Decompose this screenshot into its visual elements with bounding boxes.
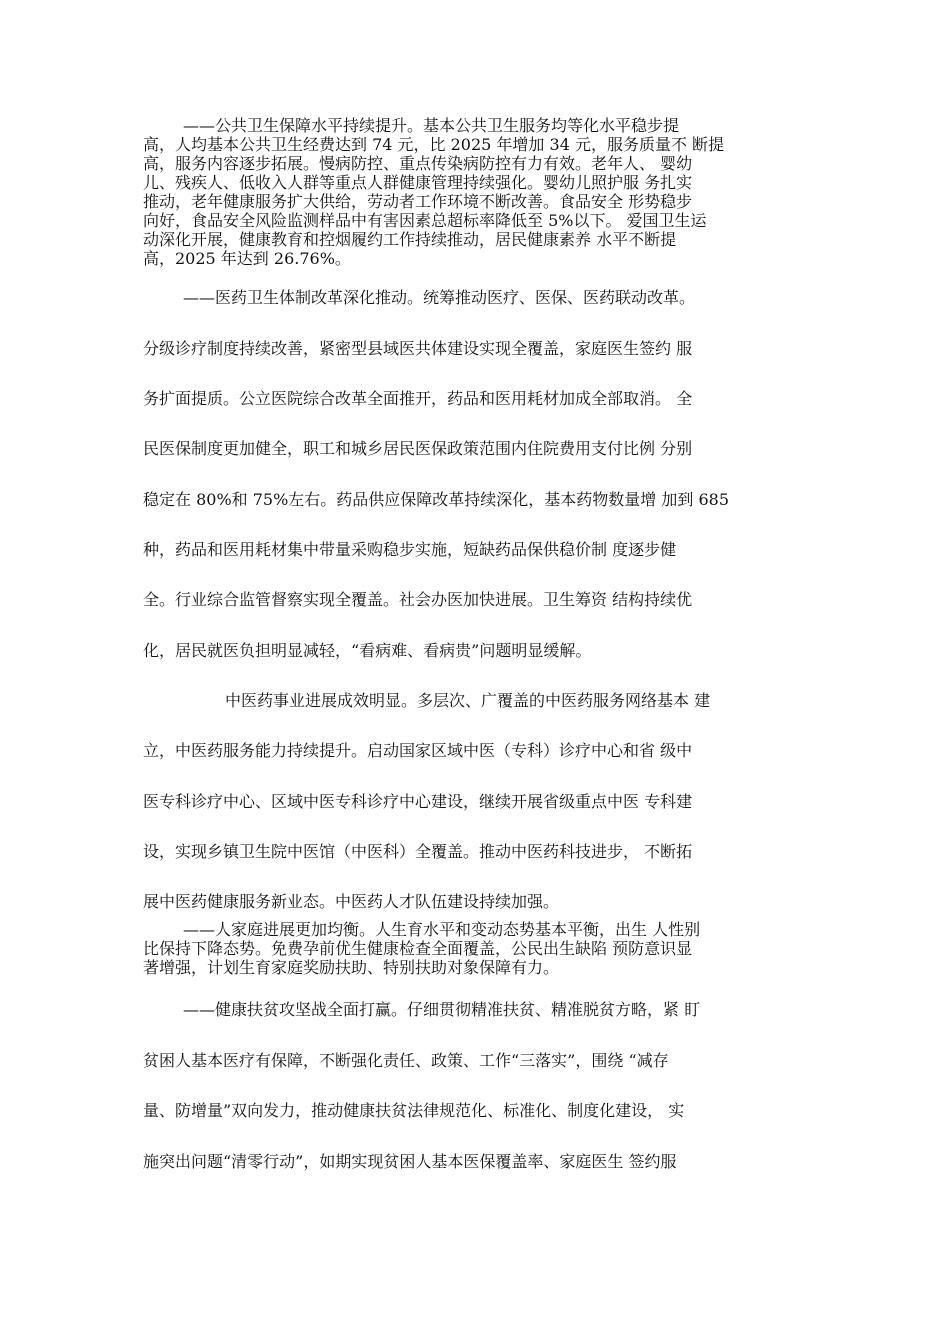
paragraph-line: ——健康扶贫攻坚战全面打赢。仔细贯彻精准扶贫、精准脱贫方略，紧 盯 [183, 1000, 701, 1019]
paragraph-line: 分级诊疗制度持续改善，紧密型县域医共体建设实现全覆盖，家庭医生签约 服 [143, 339, 693, 358]
paragraph-line: 著增强，计划生育家庭奖励扶助、特别扶助对象保障有力。 [143, 959, 560, 977]
paragraph-line: 高，人均基本公共卫生经费达到 74 元，比 2025 年增加 34 元，服务质量不 断提 [143, 136, 725, 154]
paragraph-line: 立，中医药服务能力持续提升。启动国家区域中医（专科）诊疗中心和省 级中 [143, 741, 693, 760]
paragraph-line: 中医药事业进展成效明显。多层次、广覆盖的中医药服务网络基本 建 [225, 691, 711, 710]
paragraph-line: 种，药品和医用耗材集中带量采购稳步实施，短缺药品保供稳价制 度逐步健 [143, 540, 677, 559]
paragraph-line: 化，居民就医负担明显减轻，“看病难、看病贵”问题明显缓解。 [143, 641, 592, 660]
paragraph-line: ——公共卫生保障水平持续提升。基本公共卫生服务均等化水平稳步提 [183, 117, 680, 135]
paragraph-line: 民医保制度更加健全，职工和城乡居民医保政策范围内住院费用支付比例 分别 [143, 439, 693, 458]
paragraph-line: 贫困人基本医疗有保障，不断强化责任、政策、工作“三落实”，围绕 “减存 [143, 1051, 669, 1070]
paragraph-line: 推动，老年健康服务扩大供给，劳动者工作环境不断改善。食品安全 形势稳步 [143, 193, 693, 211]
paragraph-line: 全。行业综合监管督察实现全覆盖。社会办医加快进展。卫生筹资 结构持续优 [143, 590, 693, 609]
paragraph-line: 施突出问题“清零行动”，如期实现贫困人基本医保覆盖率、家庭医生 签约服 [143, 1152, 677, 1171]
paragraph-line: 高，服务内容逐步拓展。慢病防控、重点传染病防控有力有效。老年人、 婴幼 [143, 155, 693, 173]
paragraph-line: 量、防增量”双向发力，推动健康扶贫法律规范化、标准化、制度化建设， 实 [143, 1101, 685, 1120]
paragraph-line: 高，2025 年达到 26.76%。 [143, 250, 351, 268]
paragraph-line: ——人家庭进展更加均衡。人生育水平和变动态势基本平衡，出生 人性别 [183, 921, 701, 939]
paragraph-line: 儿、残疾人、低收入人群等重点人群健康管理持续强化。婴幼儿照护服 务扎实 [143, 174, 693, 192]
paragraph-line: 向好，食品安全风险监测样品中有害因素总超标率降低至 5%以下。 爱国卫生运 [143, 212, 707, 230]
paragraph-line: 展中医药健康服务新业态。中医药人才队伍建设持续加强。 [143, 892, 560, 911]
paragraph-line: 医专科诊疗中心、区域中医专科诊疗中心建设，继续开展省级重点中医 专科建 [143, 792, 693, 811]
paragraph-line: ——医药卫生体制改革深化推动。统筹推动医疗、医保、医药联动改革。 [183, 288, 696, 307]
paragraph-line: 务扩面提质。公立医院综合改革全面推开，药品和医用耗材加成全部取消。 全 [143, 389, 693, 408]
paragraph-line: 设，实现乡镇卫生院中医馆（中医科）全覆盖。推动中医药科技进步， 不断拓 [143, 842, 693, 861]
paragraph-line: 稳定在 80%和 75%左右。药品供应保障改革持续深化，基本药物数量增 加到 685 [143, 490, 730, 509]
paragraph-line: 动深化开展，健康教育和控烟履约工作持续推动，居民健康素养 水平不断提 [143, 231, 677, 249]
paragraph-line: 比保持下降态势。免费孕前优生健康检查全面覆盖，公民出生缺陷 预防意识显 [143, 940, 693, 958]
